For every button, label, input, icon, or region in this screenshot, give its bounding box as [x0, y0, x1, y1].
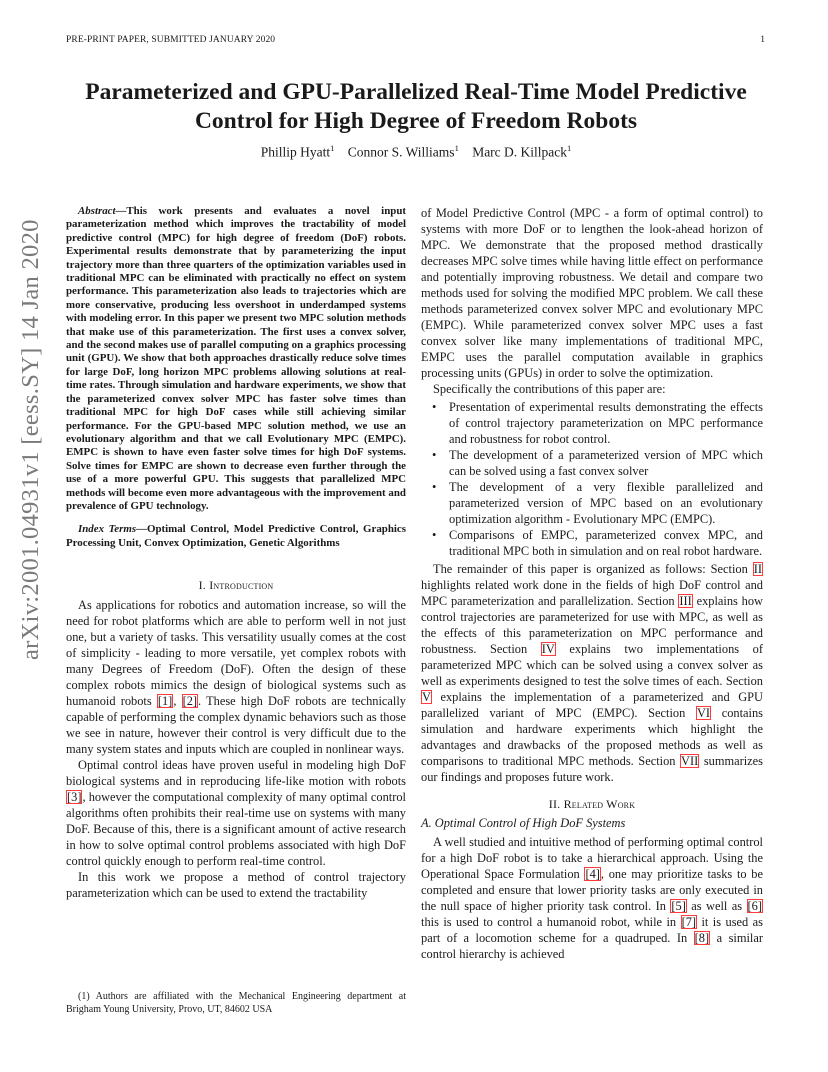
paper-title [66, 78, 766, 136]
paragraph-continued: of Model Predictive Control (MPC - a form of optimal control) to systems with more DoF or to lengthen the look-ahead horizon of MPC. We demonstrate that the proposed method drastically decreases MPC solve times while having little effect on performance and potentially improving robustness. We detail and compare two methods used for solving the modified MPC problem. We call these methods parameterized convex solver MPC and evolutionary MPC (EMPC). While parameterized convex solver MPC uses a fast convex solver like many implementations of traditional MPC, EMPC uses the parallel computation available in graphics processing units (GPUs) in order to solve the optimization. [421, 206, 763, 380]
abstract [66, 205, 406, 513]
list-item: • Comparisons of EMPC, parameterized convex MPC, and traditional MPC both in simulation and on real robot hardware. [449, 527, 763, 559]
arxiv-stamp[interactable]: arXiv:2001.04931v1 [eess.SY] 14 Jan 2020 [17, 219, 44, 660]
running-header: PRE-PRINT PAPER, SUBMITTED JANUARY 2020 [66, 35, 276, 45]
section-heading-introduction: I. Introduction [198, 578, 274, 593]
author-name: Marc D. Killpack [472, 144, 568, 160]
citation-link[interactable]: [3] [67, 790, 82, 805]
section-heading-related-work: II. Related Work [548, 797, 636, 811]
subsection-heading: A. Optimal Control of High DoF Systems [421, 816, 626, 830]
page-number: 1 [760, 35, 765, 45]
author-affiliation-mark: 1 [454, 143, 459, 153]
list-item: • The development of a very flexible parallelized and parameterized version of MPC based on an evolutionary optimization algorithm - Evolutionary MPC (EMPC). [449, 479, 763, 527]
author-affiliation-mark: 1 [567, 143, 572, 153]
citation-link[interactable]: [8] [694, 931, 710, 945]
paragraph: As applications for robotics and automation increase, so will the need for robot platforms which are able to perform well in not just one, but a variety of tasks. This versatility usually comes at the cost of simplicity - leading to more versatile, yet complex robots with many Degrees of Freedom (DoF). Often the design of these complex robots mimics the design of biological systems such as humanoid robots [1], [2]. These high DoF robots are technically capable of performing the complex dynamic behaviors such as those we see in nature, however their control is very difficult due to the many system states and inputs which are coupled in nonlinear ways. [66, 598, 406, 757]
section-link[interactable]: III [679, 594, 692, 608]
left-column [66, 205, 406, 901]
citation-link[interactable]: [5] [671, 899, 686, 913]
index-terms-text: —Optimal Control, Model Predictive Control, Graphics Processing Unit, Convex Optimization, Genetic Algorithms [66, 523, 406, 549]
paragraph: Optimal control ideas have proven useful in modeling high DoF biological systems and in reproducing life-like motion with robots [3], however the computational complexity of many optimal control algorithms often prohibits their real-time use on systems with many DoF. Because of this, there is a significant amount of active research in how to solve optimal control problems associated with high DoF control quickly enough to perform real-time control. [66, 758, 406, 869]
abstract-label: Abstract [78, 205, 116, 217]
author-name: Phillip Hyatt [260, 144, 331, 160]
section-link[interactable]: II [753, 562, 762, 576]
title-line-2: Control for High Degree of Freedom Robots [194, 108, 638, 134]
paragraph: Specifically the contributions of this paper are: [433, 382, 666, 396]
paragraph: In this work we propose a method of control trajectory parameterization which can be used to extend the tractability [66, 870, 406, 901]
contribution-list [421, 399, 763, 559]
paragraph: A well studied and intuitive method of performing optimal control for a high DoF robot is to take a hierarchical approach. Using the Operational Space Formulation [4], one may prioritize tasks to be completed and ensure that lower priority tasks are only executed in the null space of higher priority task control. In [5] as well as [6] this is used to control a humanoid robot, while in [7] it is used as part of a locomotion scheme for a quadruped. In [8] a similar control hierarchy is achieved [421, 835, 763, 961]
author-affiliation-mark: 1 [330, 143, 335, 153]
citation-link[interactable]: [1] [157, 694, 173, 709]
list-item: • The development of a parameterized version of MPC which can be solved using a fast convex solver [449, 447, 763, 479]
section-link[interactable]: IV [541, 642, 555, 656]
author-name: Connor S. Williams [347, 144, 455, 160]
abstract-text: —This work presents and evaluates a novel input parameterization method which improves the tractability of model predictive control (MPC) for high degree of freedom (DoF) robots. Experimental results demonstrate that by parameterizing the input trajectory more than three quarters of the optimization variables used in traditional MPC can be eliminated with practically no effect on system performance. This parameterization also leads to trajectories which are more conservative, producing less overshoot in underdamped systems with modeling error. In this paper we present two MPC solution methods that make use of this parameterization. The first uses a convex solver, and the second makes use of parallel computing on a graphics processing unit (GPU). We show that both approaches drastically reduce solve times for large DoF, long horizon MPC problems allowing solutions at real-time rates. Through simulation and hardware experiments, we show that the parameterized convex solver MPC has faster solve times than traditional MPC for high DoF cases while still achieving similar performance. For the GPU-based MPC solution method, we use an evolutionary algorithm and that we call Evolutionary MPC (EMPC). EMPC is shown to have even faster solve times for high DoF systems. Solve times for EMPC are shown to decrease even further through the use of a more powerful GPU. This suggests that parallelized MPC methods will become even more advantageous with the improvement and prevalence of GPU technology. [66, 205, 406, 512]
citation-link[interactable]: [2] [182, 694, 198, 709]
citation-link[interactable]: [7] [681, 915, 697, 929]
index-terms-label: Index Terms [78, 523, 137, 536]
section-link[interactable]: VII [681, 754, 699, 768]
title-line-1: Parameterized and GPU-Parallelized Real-Time Model Predictive [85, 79, 747, 105]
index-terms [66, 523, 406, 550]
footnote: (1) Authors are affiliated with the Mechanical Engineering department at Brigham Young University, Provo, UT, 84602 USA [66, 991, 406, 1015]
paragraph: The remainder of this paper is organized as follows: Section II highlights related work done in the fields of high DoF control and MPC parameterization and parallelization. Section III explains how control trajectories are parameterized for use with MPC, as well as the effects of this parameterization on MPC performance and robustness. Section IV explains two implementations of parameterized MPC which can be solved using a convex solver as well as experiments designed to test the solve times of each. Section V explains the implementation of a parameterized and GPU parallelized variant of MPC (EMPC). Section VI contains simulation and hardware experiments which highlight the advantages and drawbacks of the proposed methods as well as comparisons to traditional MPC methods. Section VII summarizes our findings and proposes future work. [421, 562, 764, 784]
right-column [421, 205, 763, 962]
citation-link[interactable]: [6] [747, 899, 762, 913]
section-link[interactable]: VI [696, 706, 711, 720]
list-item: • Presentation of experimental results demonstrating the effects of control trajectory parameterization on MPC performance and robustness for robot control. [449, 399, 763, 447]
section-link[interactable]: V [422, 690, 431, 704]
citation-link[interactable]: [4] [585, 867, 600, 881]
author-list [66, 143, 766, 161]
